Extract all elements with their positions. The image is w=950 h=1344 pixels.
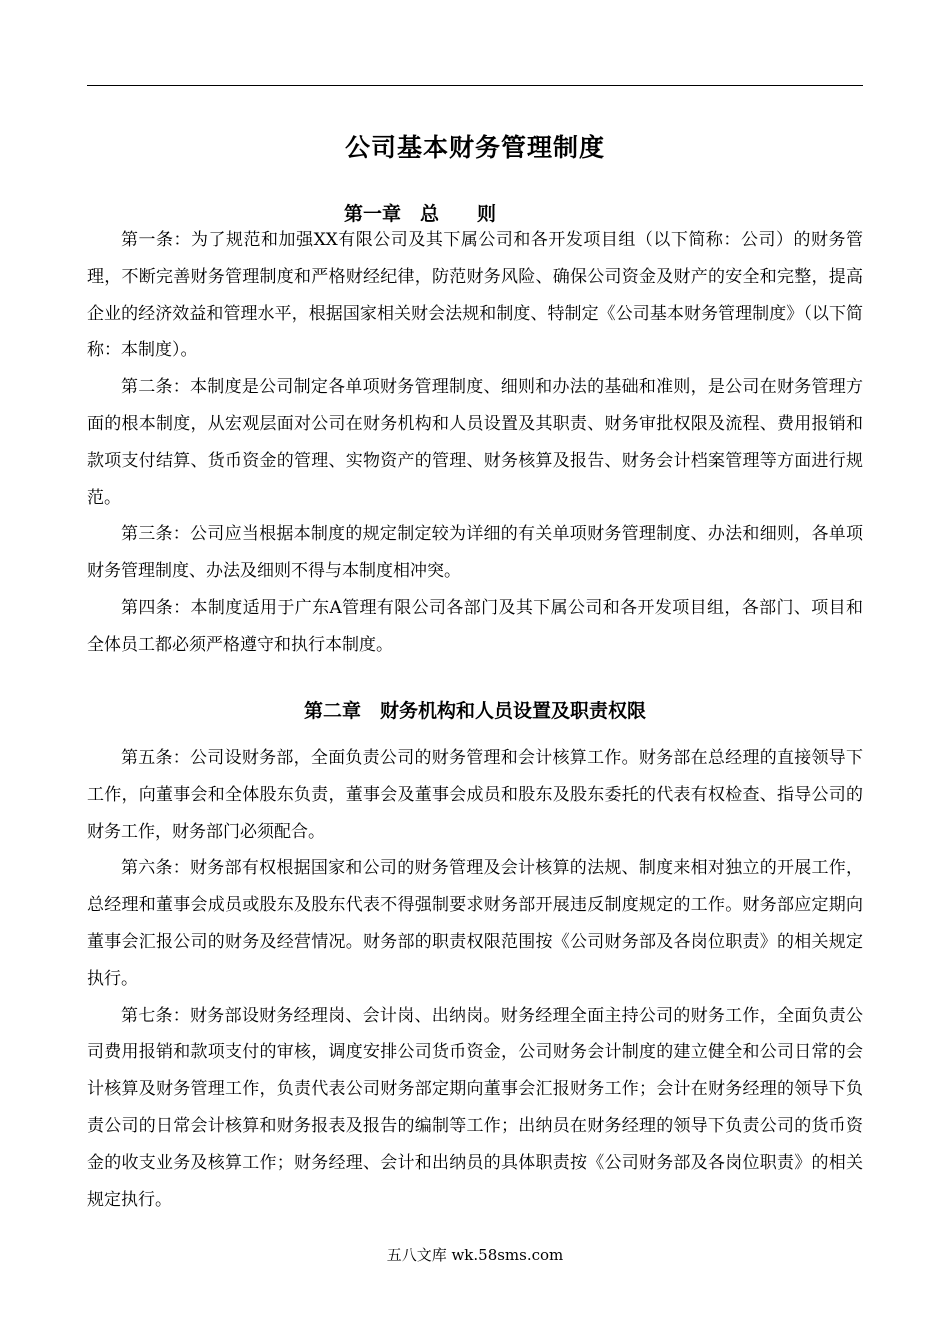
chapter-2-heading: 第二章 财务机构和人员设置及职责权限: [303, 700, 646, 722]
chapter-1-body: [87, 222, 863, 664]
article-5: 第五条：公司设财务部，全面负责公司的财务管理和会计核算工作。财务部在总经理的直接领导下工作，向董事会和全体股东负责，董事会及董事会成员和股东及股东委托的代表有权检查、指导公司的财务工作，财务部门必须配合。: [87, 748, 863, 842]
article-1: 第一条：为了规范和加强XX有限公司及其下属公司和各开发项目组（以下简称：公司）的财务管理，不断完善财务管理制度和严格财经纪律，防范财务风险、确保公司资金及财产的安全和完整，提高企业的经济效益和管理水平，根据国家相关财会法规和制度、特制定《公司基本财务管理制度》（以下简称：本制度）。: [87, 230, 863, 361]
article-6: 第六条：财务部有权根据国家和公司的财务管理及会计核算的法规、制度来相对独立的开展工作，总经理和董事会成员或股东及股东代表不得强制要求财务部开展违反制度规定的工作。财务部应定期向董事会汇报公司的财务及经营情况。财务部的职责权限范围按《公司财务部及各岗位职责》的相关规定执行。: [87, 858, 863, 989]
footer-watermark: 五八文库 wk.58sms.com: [386, 1246, 564, 1264]
article-2: 第二条：本制度是公司制定各单项财务管理制度、细则和办法的基础和准则，是公司在财务管理方面的根本制度，从宏观层面对公司在财务机构和人员设置及其职责、财务审批权限及流程、费用报销和款项支付结算、货币资金的管理、实物资产的管理、财务核算及报告、财务会计档案管理等方面进行规范。: [87, 377, 863, 508]
article-3: 第三条：公司应当根据本制度的规定制定较为详细的有关单项财务管理制度、办法和细则，各单项财务管理制度、办法及细则不得与本制度相冲突。: [87, 524, 863, 582]
header-rule: [87, 85, 863, 86]
article-7: 第七条：财务部设财务经理岗、会计岗、出纳岗。财务经理全面主持公司的财务工作，全面负责公司费用报销和款项支付的审核，调度安排公司货币资金，公司财务会计制度的建立健全和公司日常的会计核算及财务管理工作，负责代表公司财务部定期向董事会汇报财务工作；会计在财务经理的领导下负责公司的日常会计核算和财务报表及报告的编制等工作；出纳员在财务经理的领导下负责公司的货币资金的收支业务及核算工作；财务经理、会计和出纳员的具体职责按《公司财务部及各岗位职责》的相关规定执行。: [87, 1005, 863, 1210]
document-title: 公司基本财务管理制度: [344, 133, 605, 162]
chapter-1-heading: 第一章 总 则: [343, 203, 496, 225]
chapter-2-body: [87, 740, 863, 1218]
article-4: 第四条：本制度适用于广东A管理有限公司各部门及其下属公司和各开发项目组，各部门、项目和全体员工都必须严格遵守和执行本制度。: [87, 597, 863, 655]
